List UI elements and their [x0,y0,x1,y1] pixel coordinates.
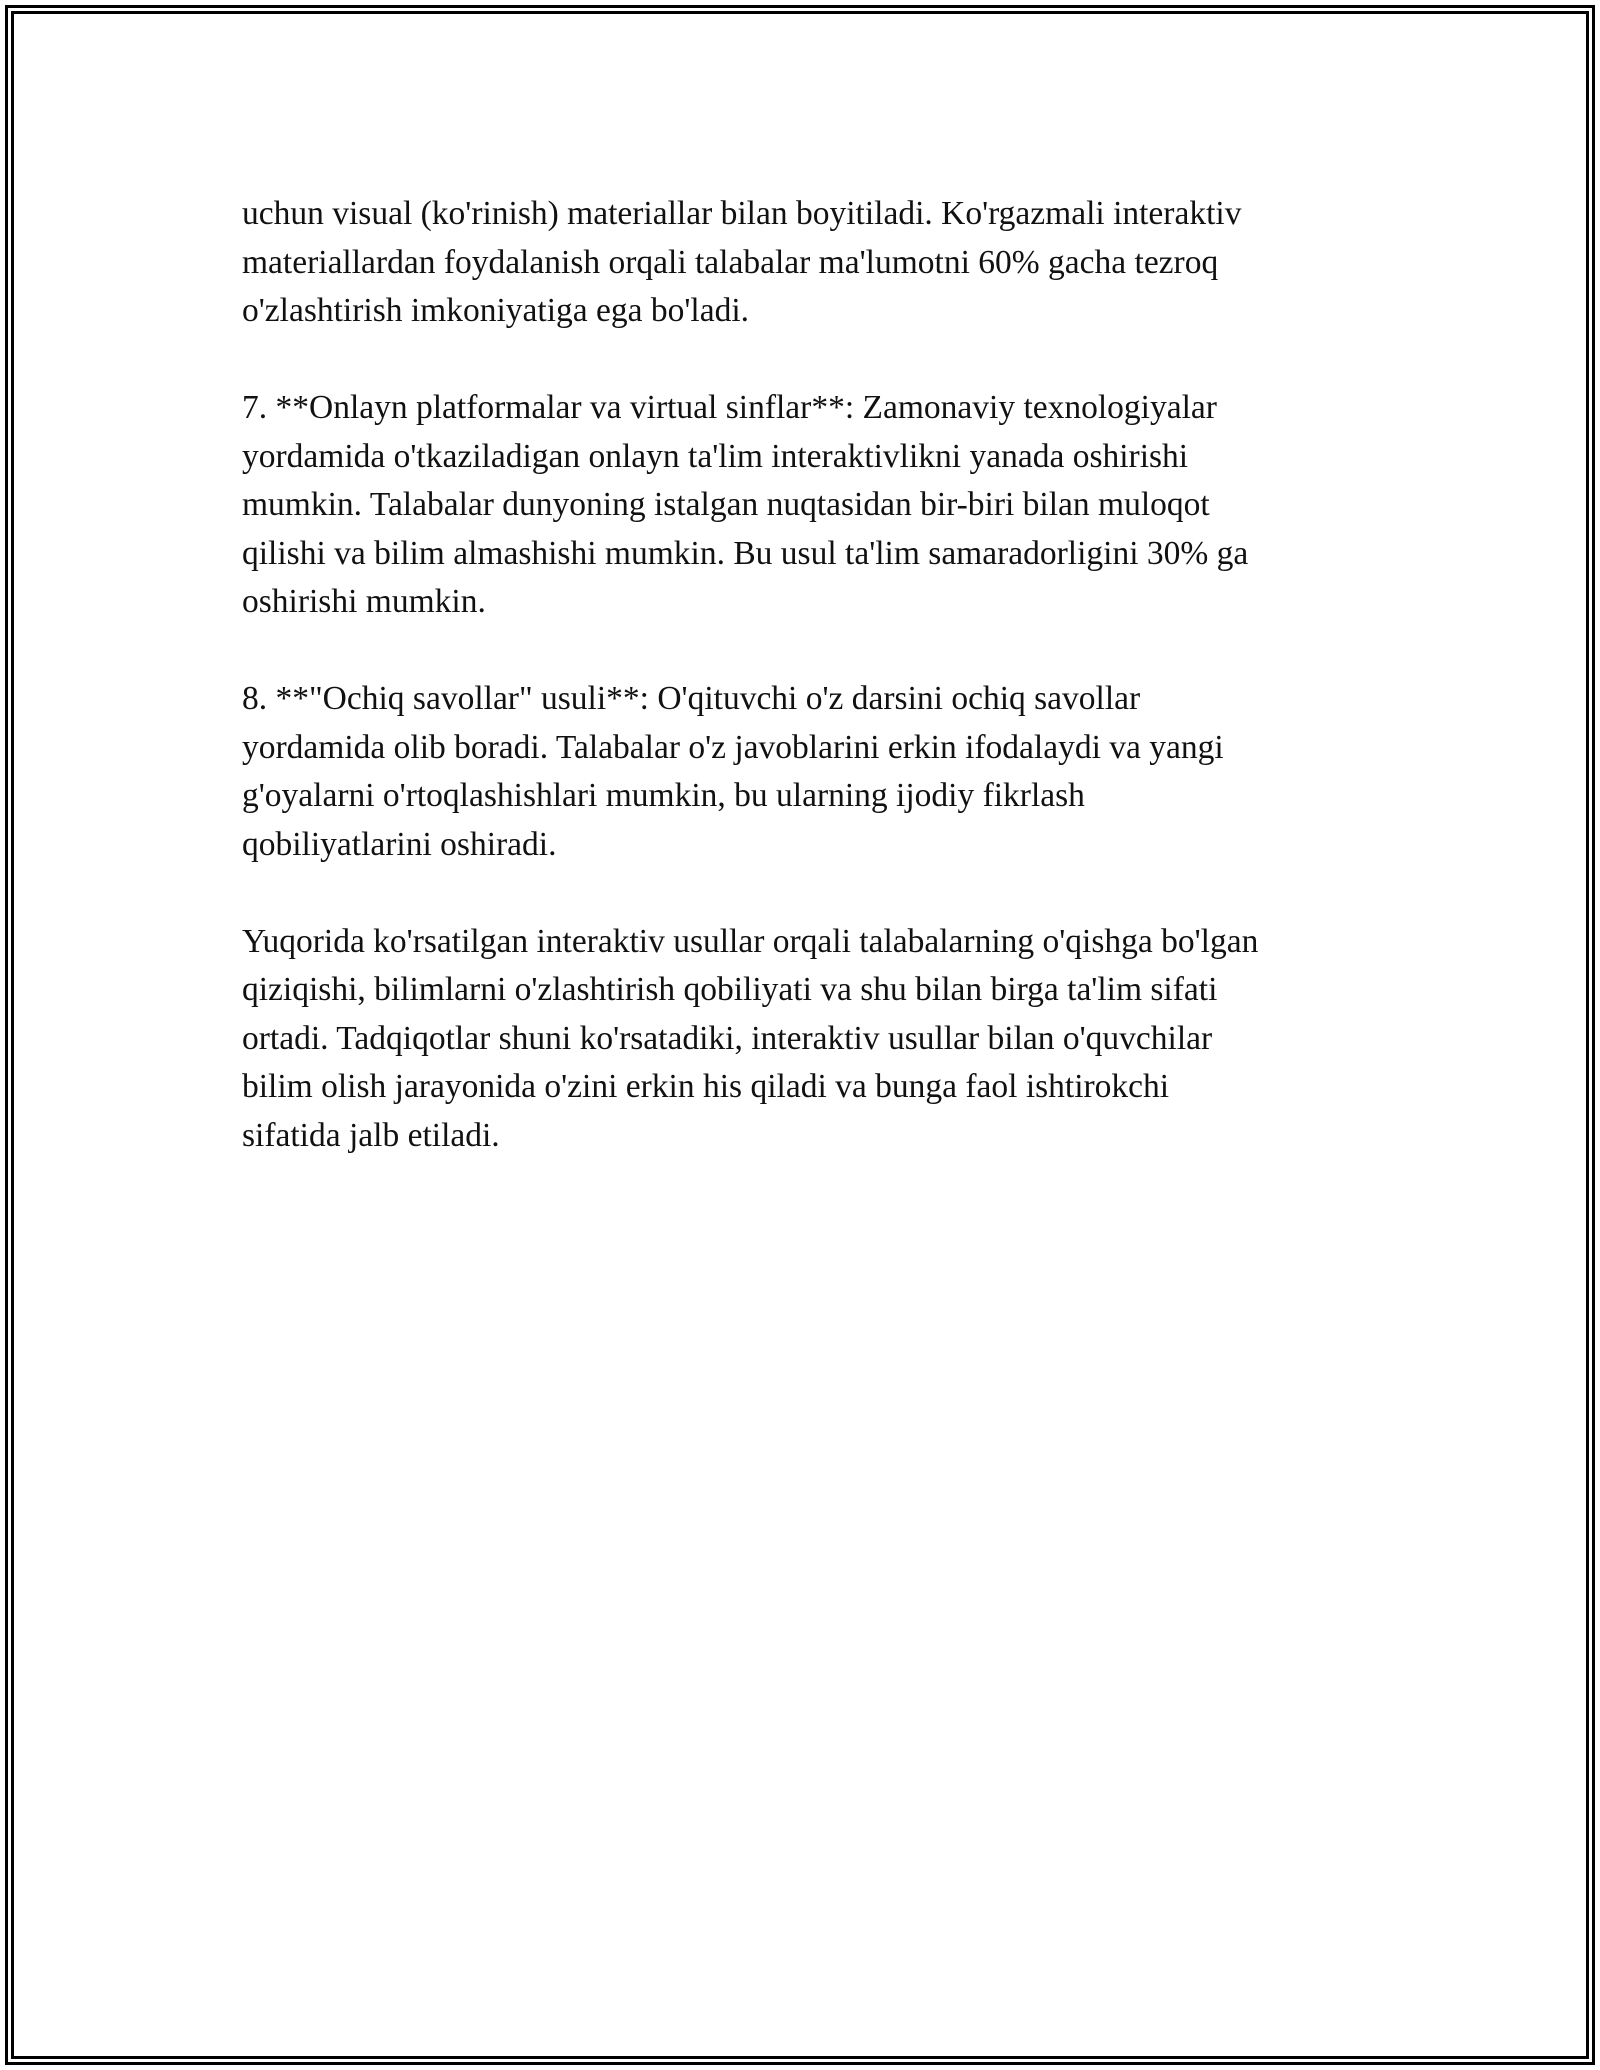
page-border-inner [11,11,1589,2059]
paragraph-open-questions: 8. **"Ochiq savollar" usuli**: O'qituvchi o'z darsini ochiq savollar yordamida olib boradi. Talabalar o'z javoblarini erkin ifodalaydi va yangi g'oyalarni o'rtoqlashishlari mumkin, bu ularning ijodiy fikrlash qobiliyatlarini oshiradi. [242,680,1224,863]
paragraph-visual-materials: uchun visual (ko'rinish) materiallar bilan boyitiladi. Ko'rgazmali interaktiv materiallardan foydalanish orqali talabalar ma'lumotni 60% gacha tezroq o'zlashtirish imkoniyatiga ega bo'ladi. [242,195,1242,329]
document-body [242,190,1392,1160]
paragraph-online-platforms: 7. **Onlayn platformalar va virtual sinflar**: Zamonaviy texnologiyalar yordamida o'tkaziladigan onlayn ta'lim interaktivlikni yanada oshirishi mumkin. Talabalar dunyoning istalgan nuqtasidan bir-biri bilan muloqot qilishi va bilim almashishi mumkin. Bu usul ta'lim samaradorligini 30% ga oshirishi mumkin. [242,389,1249,620]
page-border [5,5,1595,2065]
paragraph-conclusion: Yuqorida ko'rsatilgan interaktiv usullar orqali talabalarning o'qishga bo'lgan qiziqishi, bilimlarni o'zlashtirish qobiliyati va shu bilan birga ta'lim sifati ortadi. Tadqiqotlar shuni ko'rsatadiki, interaktiv usullar bilan o'quvchilar bilim olish jarayonida o'zini erkin his qiladi va bunga faol ishtirokchi sifatida jalb etiladi. [242,922,1259,1154]
